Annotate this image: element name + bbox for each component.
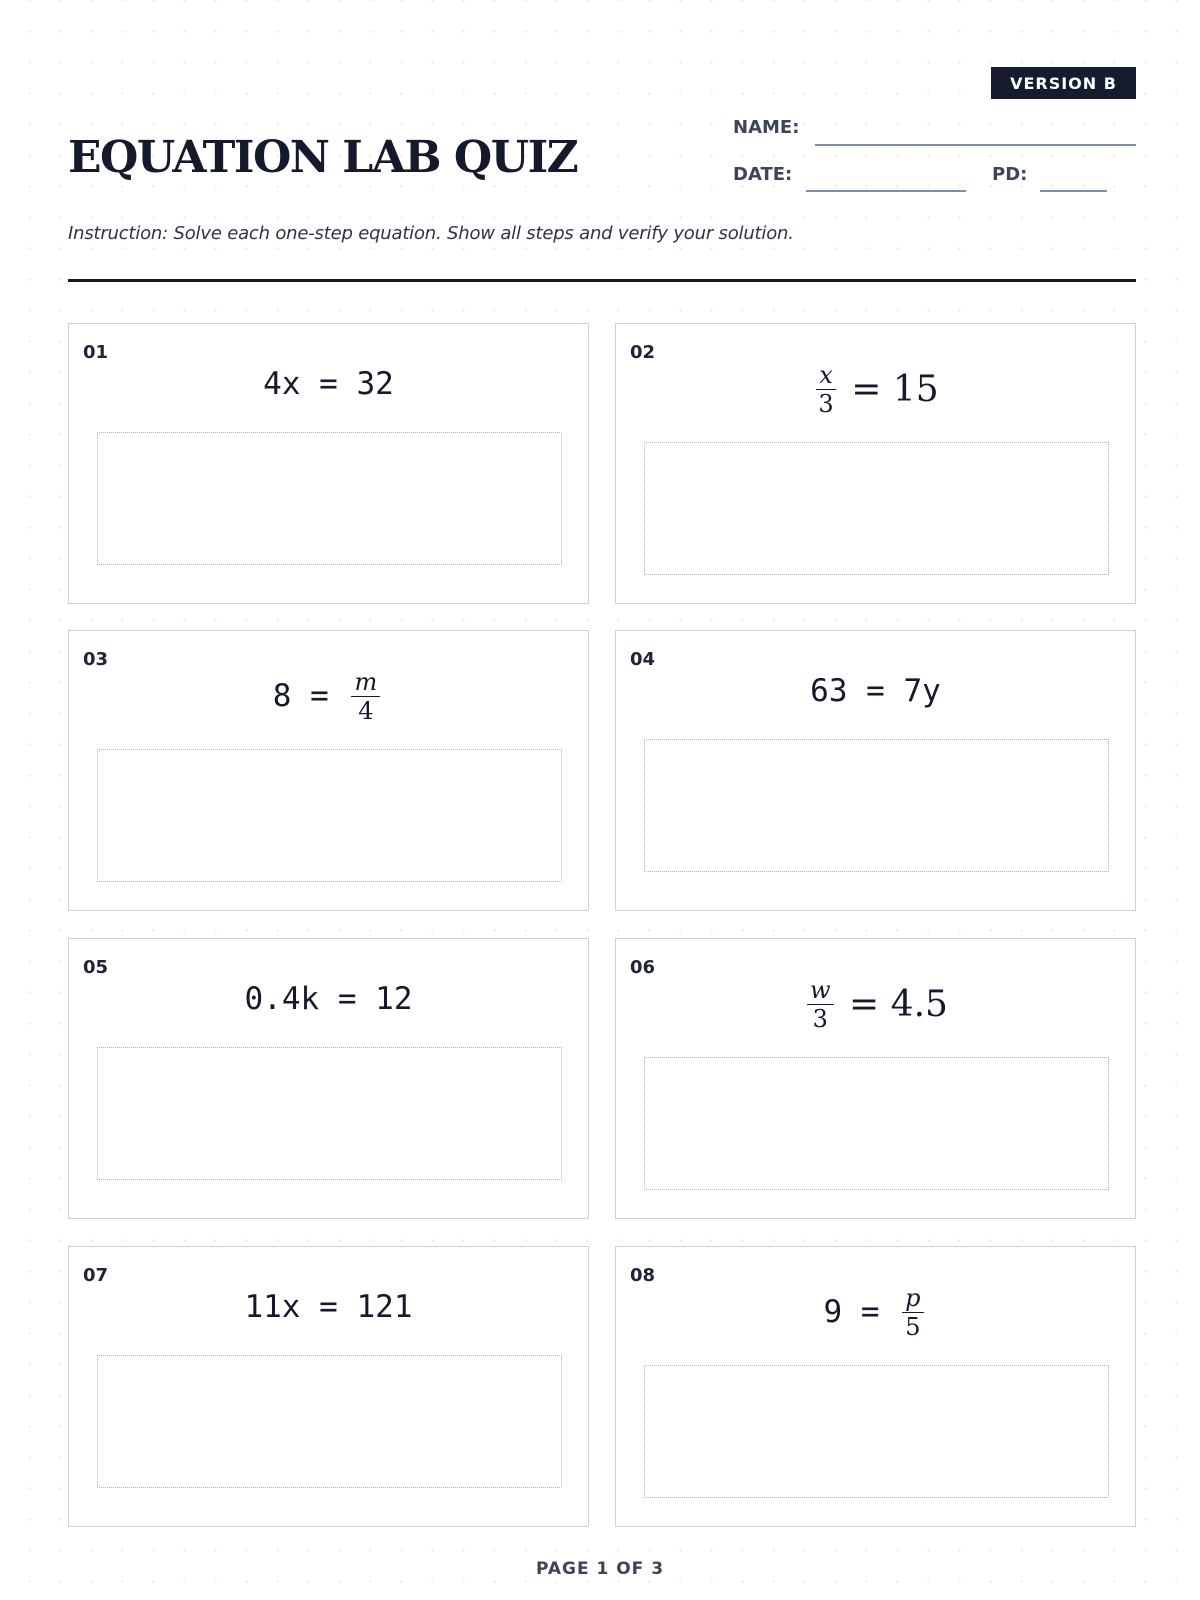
problem-number: 08: [630, 1265, 656, 1286]
fraction-numerator: m: [351, 670, 380, 697]
name-label: NAME:: [733, 117, 800, 138]
fraction-denominator: 4: [358, 696, 374, 725]
work-area[interactable]: [644, 739, 1109, 872]
work-area[interactable]: [97, 1047, 562, 1180]
page-title: EQUATION LAB QUIZ: [68, 132, 578, 183]
equation: [616, 671, 1135, 711]
equation-equals: =: [319, 366, 338, 402]
equation-rhs: 4.5: [890, 983, 948, 1025]
date-field[interactable]: [806, 190, 966, 192]
equation: [616, 977, 1135, 1031]
instruction-text: Instruction: Solve each one-step equation. Show all steps and verify your solution.: [68, 223, 794, 244]
equation-lhs: 8: [272, 678, 292, 714]
equation-lhs: 0.4k: [244, 981, 320, 1017]
problem-number: 02: [630, 342, 656, 363]
page-indicator: PAGE 1 OF 3: [535, 1559, 665, 1579]
work-area[interactable]: [644, 1365, 1109, 1498]
equation-fraction: [902, 1283, 923, 1341]
equation-equals: =: [319, 1289, 338, 1325]
problem-card: [615, 630, 1136, 911]
equation-lhs: 11x: [244, 1289, 301, 1325]
problem-card: [615, 1246, 1136, 1527]
problem-number: 01: [83, 342, 109, 363]
problem-card: [68, 630, 589, 911]
fraction-denominator: 5: [905, 1312, 921, 1341]
work-area[interactable]: [97, 1355, 562, 1488]
equation-rhs: 32: [356, 366, 394, 402]
fraction-denominator: 3: [812, 1004, 828, 1033]
problem-number: 07: [83, 1265, 109, 1286]
problem-card: [68, 1246, 589, 1527]
equation-rhs: 7y: [903, 673, 941, 709]
period-label: PD:: [992, 164, 1028, 185]
header-divider: [68, 279, 1136, 282]
fraction-numerator: w: [807, 978, 834, 1005]
work-area[interactable]: [97, 432, 562, 565]
equation-fraction: [816, 360, 836, 418]
equation: [69, 669, 588, 723]
equation-lhs: 63: [810, 673, 848, 709]
equation-fraction: [351, 667, 380, 725]
work-area[interactable]: [644, 1057, 1109, 1190]
problem-number: 04: [630, 649, 656, 670]
equation-rhs: 12: [375, 981, 413, 1017]
equation-equals: =: [860, 1294, 880, 1330]
equation: [616, 1285, 1135, 1339]
problem-card: [68, 323, 589, 604]
equation-rhs: 121: [356, 1289, 413, 1325]
equation-equals: =: [866, 673, 885, 709]
equation-rhs: 15: [892, 368, 939, 410]
equation-fraction: [807, 975, 834, 1033]
problem-number: 03: [83, 649, 109, 670]
equation: [69, 979, 588, 1019]
equation-equals: =: [310, 678, 329, 714]
problem-number: 06: [630, 957, 656, 978]
fraction-numerator: p: [902, 1286, 923, 1313]
equation-equals: =: [851, 368, 882, 410]
equation: [69, 364, 588, 404]
equation: [69, 1287, 588, 1327]
version-badge: VERSION B: [991, 67, 1136, 99]
problem-card: [615, 938, 1136, 1219]
equation-lhs: 4x: [263, 366, 301, 402]
work-area[interactable]: [644, 442, 1109, 575]
fraction-denominator: 3: [818, 389, 834, 418]
fraction-numerator: x: [816, 363, 836, 390]
equation-lhs: 9: [823, 1294, 843, 1330]
date-label: DATE:: [733, 164, 793, 185]
equation-equals: =: [849, 983, 880, 1025]
work-area[interactable]: [97, 749, 562, 882]
period-field[interactable]: [1040, 190, 1107, 192]
equation: [616, 362, 1135, 416]
name-field[interactable]: [815, 144, 1136, 146]
problem-number: 05: [83, 957, 109, 978]
equation-equals: =: [337, 981, 357, 1017]
problem-card: [615, 323, 1136, 604]
problem-card: [68, 938, 589, 1219]
